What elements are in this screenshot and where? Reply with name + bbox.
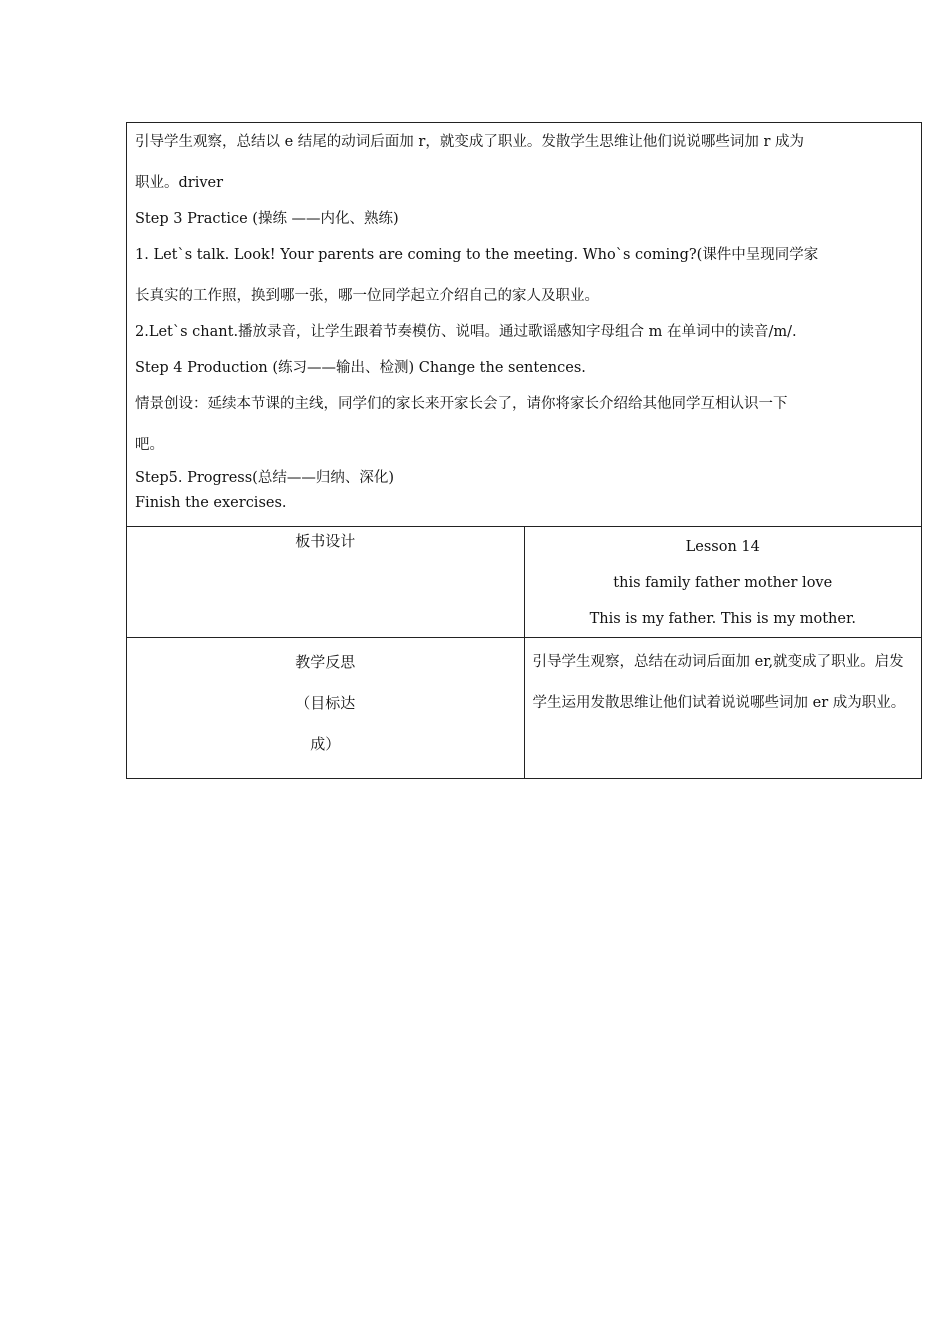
procedure-line: Step 3 Practice (操练 ——内化、熟练) [135,211,399,227]
procedure-line: 情景创设：延续本节课的主线，同学们的家长来开家长会了，请你将家长介绍给其他同学互相认识一下 [135,396,788,412]
procedure-line: 2.Let`s chant.播放录音，让学生跟着节奏模仿、说唱。通过歌谣感知字母组合 m 在单词中的读音/m/. [135,324,797,340]
board-sentence: This is my father. This is my mother. [589,611,856,627]
procedure-line: Finish the exercises. [135,495,287,511]
board-label: 板书设计 [295,532,356,550]
reflection-row [127,638,922,779]
procedure-line: Step5. Progress(总结——归纳、深化) [135,470,394,486]
procedure-line: 吧。 [135,437,164,453]
board-words: this family father mother love [613,575,833,591]
board-title: Lesson 14 [685,539,760,555]
procedure-line: 职业。driver [135,175,224,191]
reflection-label-line: 成） [310,735,341,753]
procedure-line: 长真实的工作照，换到哪一张，哪一位同学起立介绍自己的家人及职业。 [135,288,599,304]
reflection-label [127,638,524,765]
reflection-label-line: （目标达 [295,694,356,712]
procedure-cell [127,123,922,527]
board-content [525,527,922,637]
procedure-line: 引导学生观察，总结以 e 结尾的动词后面加 r，就变成了职业。发散学生思维让他们说说哪些词加 r 成为 [135,134,804,150]
board-label-cell [127,527,525,638]
lesson-plan-table [126,122,922,779]
reflection-label-cell [127,638,525,779]
procedure-line: 1. Let`s talk. Look! Your parents are coming to the meeting. Who`s coming?(课件中呈现同学家 [135,247,819,263]
procedure-text [127,123,921,516]
reflection-label-line: 教学反思 [295,653,356,671]
board-row [127,527,922,638]
board-content-cell [524,527,922,638]
procedure-line: Step 4 Production (练习——输出、检测) Change the sentences. [135,360,586,376]
procedure-row [127,123,922,527]
reflection-content-cell [524,638,922,779]
reflection-text: 引导学生观察，总结在动词后面加 er,就变成了职业。启发学生运用发散思维让他们试着说说哪些词加 er 成为职业。 [532,654,906,711]
